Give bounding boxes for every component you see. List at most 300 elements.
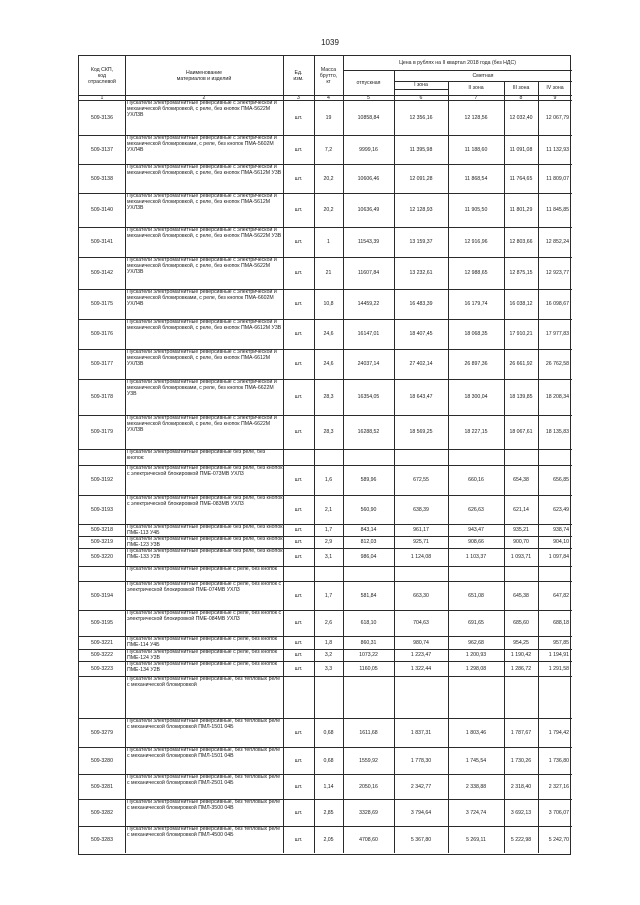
row-zone4-price [538, 676, 572, 718]
row-zone4-price: 904,10 [553, 539, 569, 545]
row-mass: 19 [325, 114, 332, 121]
header-zone2: II зона [468, 85, 484, 91]
header-unit-line: Ед. [294, 69, 303, 76]
column-separator [504, 100, 505, 853]
row-name: Пускатели электромагнитные реверсивные с электрической и механической блокировками, с реле, без кнопок ПМА-6622М У3В [127, 379, 277, 397]
row-zone3-price: 954,25 [513, 639, 529, 646]
row-zone2-price: 943,47 [468, 527, 484, 533]
row-zone2-price [448, 676, 504, 718]
row-code: 509-3176 [91, 331, 113, 337]
row-zone4-price: 12 923,77 [545, 270, 569, 276]
row-code: 509-3218 [91, 527, 113, 533]
row-zone1-price: 980,74 [413, 639, 429, 646]
row-release-price: 11607,84 [357, 270, 380, 276]
row-zone2-price: 26 897,36 [464, 361, 488, 367]
header-column-number: 1 [100, 95, 104, 100]
row-code: 509-3281 [91, 783, 113, 790]
header-column-number: 2 [202, 95, 206, 100]
row-release-price: 4708,60 [359, 836, 378, 843]
row-name: Пускатели электромагнитные реверсивные без реле, без кнопок ПМЕ-113 У4Б [127, 524, 283, 536]
row-mass: 28,3 [323, 429, 334, 435]
row-release-price: 10606,46 [357, 175, 380, 182]
row-mass: 7,2 [324, 146, 333, 153]
row-zone3-price: 2 318,40 [510, 783, 532, 790]
header-mass-line: кг [326, 78, 331, 85]
row-zone4-price: 957,85 [553, 639, 569, 646]
header-name [125, 56, 283, 95]
row-zone3-price [504, 676, 538, 718]
grid-line [448, 81, 449, 100]
row-unit: шт. [294, 361, 303, 367]
row-name: Пускатели электромагнитные реверсивные с электрической и механической блокировкой, с реле, без кнопок ПМА-5622М У3В [127, 227, 282, 239]
row-zone4-price: 1 794,42 [548, 729, 569, 736]
row-name: Пускатели электромагнитные реверсивные с реле, без кнопок с электрической блокировкой ПМЕ-074МВ УХЛ3 [127, 581, 282, 593]
row-code: 509-3279 [91, 729, 113, 736]
row-name: Пускатели электромагнитные реверсивные с электрической и механической блокировкой, с реле, без кнопок ПМА-5612М У3В [127, 164, 282, 176]
header-column-number: 8 [519, 95, 523, 100]
column-separator [314, 100, 315, 853]
row-zone3-price: 16 038,12 [509, 301, 533, 307]
row-mass: 1 [327, 239, 330, 245]
row-unit [283, 449, 314, 465]
row-release-price: 24037,14 [357, 361, 380, 367]
grid-line [343, 70, 572, 71]
row-code: 509-3195 [91, 620, 113, 626]
row-name: Пускатели электромагнитные реверсивные с реле, без кнопок с электрической блокировкой ПМЕ-084МВ УХЛ3 [127, 610, 282, 622]
row-name: Пускатели электромагнитные реверсивные с электрической и механической блокировкой, с реле, без кнопок ПМА-5622М УХЛ3В [127, 257, 277, 275]
row-code: 509-3194 [91, 592, 113, 599]
row-zone4-price: 18 208,34 [545, 394, 569, 400]
row-mass: 1,7 [324, 592, 333, 599]
row-name: Пускатели электромагнитные реверсивные с электрической и механической блокировкой, с реле, без кнопок ПМА-6622М УХЛ3В [127, 415, 277, 433]
row-code: 509-3280 [91, 757, 113, 764]
row-release-price [343, 676, 394, 718]
row-release-price: 589,96 [360, 477, 377, 483]
row-zone2-price: 1 745,54 [465, 757, 487, 764]
row-zone2-price: 2 338,88 [465, 783, 487, 790]
row-code [79, 566, 125, 581]
row-code: 509-3220 [91, 554, 113, 560]
row-mass: 1,7 [324, 527, 333, 533]
row-unit: шт. [294, 301, 303, 307]
row-zone4-price: 1 097,84 [548, 554, 569, 560]
row-zone1-price: 27 402,14 [409, 361, 433, 367]
row-name: Пускатели электромагнитные реверсивные без реле, без кнопок с электрической блокировкой ПМЕ-083МВ УХЛ3 [127, 495, 283, 507]
row-zone2-price: 626,63 [468, 506, 484, 513]
row-zone1-price [394, 449, 448, 465]
row-mass: 24,6 [323, 361, 334, 367]
row-name: Пускатели электромагнитные реверсивные, без тепловых реле с механической блокировкой ПМЛ-1501 04В [127, 747, 281, 759]
row-zone1-price [394, 676, 448, 718]
row-zone2-price: 1 103,37 [465, 554, 487, 560]
row-unit: шт. [294, 652, 303, 658]
row-unit: шт. [294, 239, 303, 245]
row-zone1-price: 3 794,64 [410, 809, 432, 816]
header-column-number: 9 [553, 95, 557, 100]
row-release-price: 1611,68 [359, 729, 378, 736]
grid-line [394, 89, 448, 90]
row-unit: шт. [294, 175, 303, 182]
row-zone1-price: 5 367,80 [410, 836, 432, 843]
row-code: 509-3192 [91, 477, 113, 483]
row-zone3-price: 11 764,65 [509, 175, 533, 182]
row-mass [314, 676, 343, 718]
row-unit: шт. [294, 114, 303, 121]
row-mass: 1,8 [324, 639, 333, 646]
row-zone4-price [538, 566, 572, 581]
row-zone1-price: 1 322,44 [410, 665, 432, 672]
row-unit: шт. [294, 554, 303, 560]
row-unit: шт. [294, 429, 303, 435]
row-mass: 10,8 [323, 301, 334, 307]
row-mass [314, 449, 343, 465]
row-zone2-price: 651,08 [468, 592, 484, 599]
row-unit: шт. [294, 146, 303, 153]
row-name: Пускатели электромагнитные реверсивные с реле, без кнопок [127, 566, 278, 572]
row-zone3-price: 11 801,29 [509, 207, 533, 213]
row-code: 509-3140 [91, 207, 113, 213]
row-zone2-price: 18 227,15 [464, 429, 488, 435]
row-zone4-price: 3 706,07 [548, 809, 569, 816]
row-zone4-price: 12 067,79 [545, 114, 569, 121]
header-column-number: 7 [474, 95, 478, 100]
row-zone1-price: 12 091,28 [409, 175, 433, 182]
header-column-number: 3 [297, 95, 300, 100]
row-zone3-price: 1 730,26 [510, 757, 532, 764]
row-zone4-price: 938,74 [553, 527, 569, 533]
row-name: Пускатели электромагнитные реверсивные с реле, без кнопок ПМЕ-114 У4Б [127, 636, 278, 648]
row-zone3-price: 12 032,40 [509, 114, 533, 121]
row-release-price: 860,31 [360, 639, 377, 646]
row-zone3-price: 17 910,21 [509, 331, 533, 337]
row-zone1-price: 18 569,25 [409, 429, 433, 435]
header-column-number: 6 [419, 95, 423, 100]
row-name: Пускатели электромагнитные реверсивные, без тепловых реле с механической блокировкой ПМЛ-4500 04Б [127, 826, 281, 838]
row-name: Пускатели электромагнитные реверсивные с электрической и механической блокировкой, с реле, без кнопок ПМА-5612М УХЛ3В [127, 193, 277, 211]
row-unit: шт. [294, 665, 303, 672]
row-zone3-price [504, 449, 538, 465]
row-mass: 1,14 [323, 783, 334, 790]
row-zone2-price: 1 298,08 [465, 665, 487, 672]
row-zone2-price: 660,16 [468, 477, 484, 483]
row-mass: 28,3 [323, 394, 334, 400]
row-mass: 21 [325, 270, 332, 276]
row-zone4-price: 2 327,16 [548, 783, 569, 790]
row-zone1-price: 13 232,61 [409, 270, 433, 276]
row-release-price: 560,90 [360, 506, 377, 513]
row-unit: шт. [294, 331, 303, 337]
row-name: Пускатели электромагнитные реверсивные без реле, без кнопок: [127, 449, 266, 461]
row-zone1-price: 12 128,93 [409, 207, 433, 213]
row-zone4-price: 11 132,93 [546, 146, 569, 153]
grid-line [394, 81, 572, 82]
row-zone1-price: 11 395,98 [409, 146, 433, 153]
row-release-price: 812,03 [360, 539, 377, 545]
row-code: 509-3221 [91, 639, 113, 646]
header-code-line: код [97, 72, 107, 79]
row-release-price: 14459,22 [357, 301, 380, 307]
row-zone3-price: 1 190,42 [510, 652, 532, 658]
row-zone4-price: 1 194,91 [548, 652, 569, 658]
row-zone4-price [538, 449, 572, 465]
grid-line [283, 56, 284, 100]
header-code-line: Код СКП, [90, 66, 114, 73]
row-unit: шт. [294, 783, 303, 790]
row-unit: шт. [294, 270, 303, 276]
row-mass: 20,2 [323, 175, 334, 182]
row-release-price: 2050,16 [359, 783, 378, 790]
row-code: 509-3179 [91, 429, 113, 435]
row-zone2-price: 908,66 [468, 539, 484, 545]
row-zone3-price: 12 875,15 [509, 270, 533, 276]
row-mass: 3,3 [324, 665, 333, 672]
row-name: Пускатели электромагнитные реверсивные, без тепловых реле с механической блокировкой ПМЛ-1501 04Б [127, 718, 281, 730]
row-zone1-price: 672,55 [413, 477, 429, 483]
header-mass [314, 56, 343, 95]
column-separator [448, 100, 449, 853]
row-code: 509-3141 [91, 239, 113, 245]
row-unit: шт. [294, 506, 303, 513]
row-name: Пускатели электромагнитные реверсивные с электрической и механической блокировками, с реле, без кнопок ПМА-5602М УХЛ4В [127, 135, 277, 153]
row-zone1-price: 1 223,47 [410, 652, 432, 658]
row-mass: 2,05 [323, 836, 334, 843]
grid-line [125, 56, 126, 100]
row-name: Пускатели электромагнитные реверсивные без реле, без кнопок ПМЕ-133 У2В [127, 548, 283, 560]
row-release-price [343, 566, 394, 581]
row-release-price: 10636,49 [357, 207, 380, 213]
row-zone4-price: 623,49 [553, 506, 569, 513]
row-zone3-price: 645,38 [513, 592, 529, 599]
header-estimated: Сметная [472, 72, 494, 79]
row-unit: шт. [294, 757, 303, 764]
row-code: 509-3219 [91, 539, 113, 545]
row-release-price: 581,84 [360, 592, 377, 599]
row-zone3-price: 5 222,98 [510, 836, 532, 843]
header-column-number: 5 [367, 95, 370, 100]
row-code: 509-3142 [91, 270, 113, 276]
row-zone2-price: 11 905,50 [464, 207, 488, 213]
header-zone1: I зона [414, 82, 428, 88]
row-code [79, 676, 125, 718]
row-zone4-price: 656,85 [553, 477, 569, 483]
column-separator [283, 100, 284, 853]
row-zone4-price: 1 736,80 [548, 757, 569, 764]
row-code: 509-3178 [91, 394, 113, 400]
row-zone4-price: 11 809,07 [546, 175, 569, 182]
header-zone4: IV зона [546, 85, 564, 91]
row-name: Пускатели электромагнитные реверсивные с реле, без кнопок ПМЕ-124 У3В [127, 649, 278, 661]
row-zone2-price [448, 566, 504, 581]
row-unit: шт. [294, 477, 303, 483]
row-zone1-price: 16 483,39 [409, 301, 433, 307]
row-zone2-price: 3 724,74 [465, 809, 487, 816]
row-zone3-price: 621,14 [513, 506, 529, 513]
row-release-price: 1160,05 [359, 665, 378, 672]
row-zone1-price: 18 643,47 [409, 394, 433, 400]
row-zone4-price: 12 852,24 [545, 239, 569, 245]
row-unit: шт. [294, 836, 303, 843]
row-mass: 0,68 [323, 757, 334, 764]
grid-line [314, 56, 315, 100]
row-code: 509-3283 [91, 836, 113, 843]
row-mass: 2,1 [324, 506, 333, 513]
row-zone1-price: 1 837,31 [410, 729, 432, 736]
row-zone3-price: 1 787,67 [510, 729, 532, 736]
row-name: Пускатели электромагнитные реверсивные с электрической и механической блокировкой, с реле, без кнопок ПМА-6612М УХЛ3В [127, 349, 277, 367]
row-zone4-price: 18 135,83 [545, 429, 569, 435]
row-zone4-price: 16 098,67 [545, 301, 569, 307]
row-release-price [343, 449, 394, 465]
row-zone2-price: 962,68 [468, 639, 484, 646]
row-code: 509-3138 [91, 175, 113, 182]
row-zone2-price: 11 868,54 [464, 175, 488, 182]
row-zone2-price: 1 803,46 [465, 729, 487, 736]
row-zone4-price: 5 242,70 [548, 836, 569, 843]
row-zone4-price: 647,82 [553, 592, 569, 599]
row-zone3-price: 1 093,71 [510, 554, 532, 560]
row-zone3-price: 26 661,92 [509, 361, 533, 367]
row-mass: 2,9 [324, 539, 333, 545]
row-zone3-price [504, 566, 538, 581]
row-zone1-price: 12 356,16 [409, 114, 433, 121]
grid-line [394, 70, 395, 100]
header-unit-line: изм. [293, 75, 304, 82]
row-name: Пускатели электромагнитные реверсивные, без тепловых реле с механической блокировкой [127, 676, 281, 688]
row-code: 509-3193 [91, 506, 113, 513]
row-name: Пускатели электромагнитные реверсивные с электрической и механической блокировками, с реле, без кнопок ПМА-6602М УХЛ4В [127, 289, 277, 307]
row-name: Пускатели электромагнитные реверсивные с электрической и механической блокировкой, с реле, без кнопок ПМА-5622М УХЛ3В [127, 100, 277, 118]
row-release-price: 1559,92 [359, 757, 378, 764]
header-column-number: 4 [327, 95, 330, 100]
row-zone3-price: 18 067,61 [509, 429, 533, 435]
header-price-title: Цена в рублях на II квартал 2018 года (без НДС) [399, 60, 516, 66]
row-mass [314, 566, 343, 581]
row-zone1-price: 2 342,77 [410, 783, 432, 790]
row-mass: 0,68 [323, 729, 334, 736]
row-zone1-price: 663,30 [413, 592, 429, 599]
row-release-price: 16354,05 [357, 394, 380, 400]
row-unit [283, 676, 314, 718]
row-unit: шт. [294, 394, 303, 400]
header-unit [283, 56, 314, 95]
price-table [78, 55, 571, 855]
row-release-price: 618,10 [360, 620, 377, 626]
row-release-price: 1073,22 [359, 652, 378, 658]
column-separator [343, 100, 344, 853]
row-code: 509-3136 [91, 114, 113, 121]
row-zone1-price [394, 566, 448, 581]
row-name: Пускатели электромагнитные реверсивные, без тепловых реле с механической блокировкой ПМЛ-2501 04Б [127, 774, 281, 786]
column-separator [125, 100, 126, 853]
row-zone2-price: 12 916,96 [464, 239, 488, 245]
row-zone3-price: 18 139,85 [509, 394, 533, 400]
row-zone2-price: 18 300,04 [464, 394, 488, 400]
row-zone3-price: 3 692,13 [510, 809, 532, 816]
row-zone3-price: 12 803,66 [509, 239, 533, 245]
row-name: Пускатели электромагнитные реверсивные без реле, без кнопок ПМЕ-123 У3В [127, 536, 283, 548]
column-separator [394, 100, 395, 853]
row-zone4-price: 688,18 [553, 620, 569, 626]
row-unit: шт. [294, 207, 303, 213]
row-zone2-price: 12 128,56 [464, 114, 488, 121]
row-zone3-price: 900,70 [513, 539, 529, 545]
row-zone1-price: 18 407,45 [409, 331, 433, 337]
row-release-price: 11543,39 [357, 239, 380, 245]
row-zone1-price: 638,39 [413, 506, 429, 513]
row-unit: шт. [294, 620, 303, 626]
row-code: 509-3177 [91, 361, 113, 367]
header-release: отпускная [356, 79, 381, 86]
row-code: 509-3222 [91, 652, 113, 658]
row-unit: шт. [294, 592, 303, 599]
row-zone4-price: 17 977,83 [545, 331, 569, 337]
row-zone3-price: 935,21 [513, 527, 529, 533]
row-zone2-price: 16 179,74 [464, 301, 488, 307]
row-zone1-price: 704,63 [413, 620, 429, 626]
row-mass: 3,2 [324, 652, 333, 658]
row-unit: шт. [294, 527, 303, 533]
row-zone2-price: 691,65 [468, 620, 484, 626]
header-mass-line: Масса [320, 66, 337, 73]
row-zone3-price: 11 091,08 [509, 146, 533, 153]
row-mass: 2,6 [324, 620, 333, 626]
row-zone4-price: 1 291,58 [548, 665, 569, 672]
row-mass: 20,2 [323, 207, 334, 213]
row-name: Пускатели электромагнитные реверсивные с электрической и механической блокировкой, с реле, без кнопок ПМА-6612М У3В [127, 319, 282, 331]
header-name-line: материалов и изделий [176, 75, 232, 82]
row-code [79, 449, 125, 465]
row-release-price: 9999,16 [359, 146, 378, 153]
row-zone2-price: 12 988,65 [464, 270, 488, 276]
row-zone3-price: 654,38 [513, 477, 529, 483]
row-release-price: 16147,01 [357, 331, 380, 337]
row-unit: шт. [294, 639, 303, 646]
row-release-price: 10858,84 [357, 114, 380, 121]
row-mass: 24,6 [323, 331, 334, 337]
grid-line [504, 81, 505, 100]
row-unit: шт. [294, 809, 303, 816]
row-zone1-price: 925,71 [413, 539, 429, 545]
row-code: 509-3137 [91, 146, 113, 153]
row-zone1-price: 1 778,30 [410, 757, 432, 764]
row-zone2-price: 18 068,35 [464, 331, 488, 337]
row-zone4-price: 11 845,85 [546, 207, 569, 213]
row-code: 509-3282 [91, 809, 113, 816]
row-zone3-price: 1 286,72 [510, 665, 532, 672]
row-zone2-price [448, 449, 504, 465]
row-release-price: 3328,69 [359, 809, 378, 816]
row-code: 509-3223 [91, 665, 113, 672]
column-separator [538, 100, 539, 853]
row-unit: шт. [294, 539, 303, 545]
row-name: Пускатели электромагнитные реверсивные, без тепловых реле с механической блокировкой ПМЛ-3500 04В [127, 799, 281, 811]
row-zone2-price: 1 200,93 [465, 652, 487, 658]
row-mass: 1,6 [324, 477, 333, 483]
row-unit: шт. [294, 729, 303, 736]
row-code: 509-3175 [91, 301, 113, 307]
header-code-line: отраслевой [88, 78, 116, 85]
row-unit [283, 566, 314, 581]
row-release-price: 16288,52 [357, 429, 380, 435]
row-release-price: 986,04 [360, 554, 377, 560]
header-code [79, 56, 125, 95]
grid-line [538, 81, 539, 100]
row-mass: 3,1 [324, 554, 333, 560]
header-name-line: Наименование [186, 69, 222, 76]
row-release-price: 843,14 [360, 527, 377, 533]
row-zone2-price: 11 188,60 [464, 146, 488, 153]
header-mass-line: брутто, [319, 72, 338, 79]
